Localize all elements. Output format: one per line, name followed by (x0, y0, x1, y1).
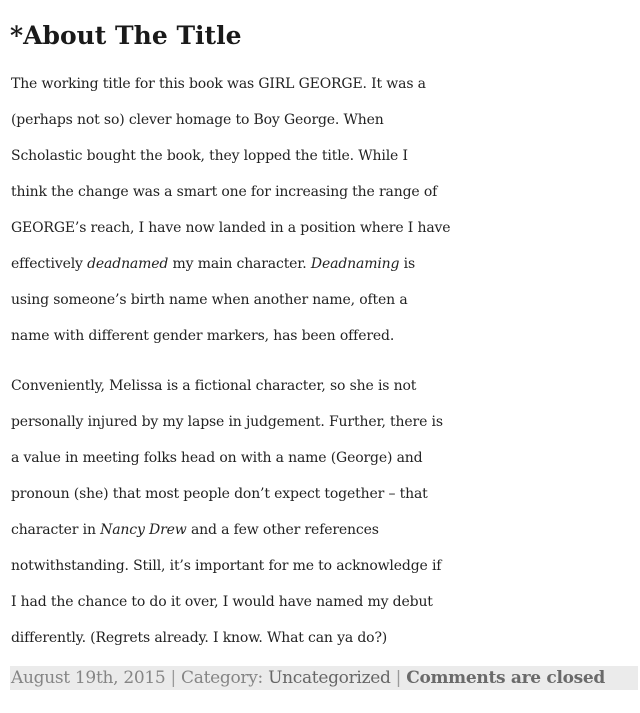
text-line (11, 368, 640, 404)
category-link[interactable]: Uncategorized (268, 668, 391, 688)
text-run: a value in meeting folks head on with a name (George) and (11, 450, 423, 466)
text-run: (perhaps not so) clever homage to Boy George. When (11, 112, 384, 128)
emphasized-text: Deadnaming (310, 256, 400, 272)
text-line (11, 318, 640, 354)
text-run: character in (11, 522, 101, 538)
category-label: Category: (181, 668, 269, 688)
text-line (11, 138, 640, 174)
text-line (11, 512, 640, 548)
text-run: Scholastic bought the book, they lopped the title. While I (11, 148, 408, 164)
text-run: my main character. (168, 256, 311, 272)
post-paragraph (11, 66, 640, 354)
comments-status: Comments are closed (406, 668, 606, 688)
text-run: and a few other references (186, 522, 379, 538)
text-line (11, 282, 640, 318)
text-run: name with different gender markers, has been offered. (11, 328, 395, 344)
text-line (11, 548, 640, 584)
text-run: Conveniently, Melissa is a fictional character, so she is not (11, 378, 417, 394)
text-line (11, 584, 640, 620)
post-title: *About The Title (10, 21, 242, 50)
text-line (11, 246, 640, 282)
text-line (11, 66, 640, 102)
text-run: I had the chance to do it over, I would have named my debut (11, 594, 433, 610)
text-run: personally injured by my lapse in judgement. Further, there is (11, 414, 443, 430)
text-run: is (399, 256, 415, 272)
emphasized-text: Nancy Drew (100, 522, 187, 538)
post-paragraph (11, 368, 640, 656)
text-line (11, 102, 640, 138)
meta-separator: | (165, 668, 182, 688)
meta-separator: | (390, 668, 407, 688)
post-date: August 19th, 2015 (11, 668, 166, 688)
text-line (11, 440, 640, 476)
text-line (11, 210, 640, 246)
text-run: notwithstanding. Still, it’s important for me to acknowledge if (11, 558, 442, 574)
text-run: using someone’s birth name when another name, often a (11, 292, 408, 308)
text-run: differently. (Regrets already. I know. What can ya do?) (11, 630, 388, 646)
text-run: effectively (11, 256, 88, 272)
emphasized-text: deadnamed (87, 256, 169, 272)
text-line (11, 174, 640, 210)
text-run: think the change was a smart one for increasing the range of (11, 184, 438, 200)
text-run: GEORGE’s reach, I have now landed in a position where I have (11, 220, 451, 236)
text-run: The working title for this book was GIRL GEORGE. It was a (11, 76, 426, 92)
text-line (11, 404, 640, 440)
text-line (11, 620, 640, 656)
text-run: pronoun (she) that most people don’t expect together – that (11, 486, 428, 502)
post-meta (10, 666, 638, 690)
text-line (11, 476, 640, 512)
